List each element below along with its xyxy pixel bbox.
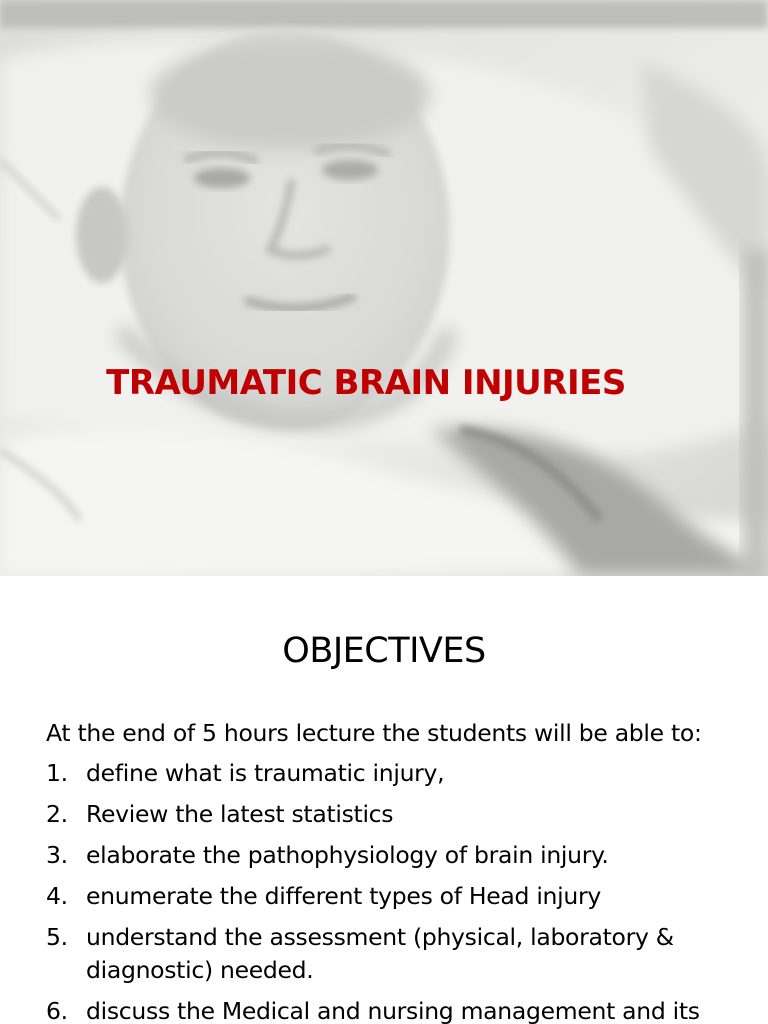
list-item-text: define what is traumatic injury, (86, 759, 445, 787)
list-number: 3. (46, 841, 68, 869)
list-item (46, 921, 736, 987)
objectives-slide (0, 576, 768, 1024)
list-item-text: discuss the Medical and nursing management and its (86, 997, 700, 1024)
list-item (46, 757, 736, 790)
objectives-list (46, 757, 736, 1024)
list-item-text: Review the latest statistics (86, 800, 394, 828)
list-number: 4. (46, 882, 68, 910)
intro-text: At the end of 5 hours lecture the students will be able to: (46, 719, 702, 747)
list-item-text: enumerate the different types of Head injury (86, 882, 601, 910)
list-item (46, 839, 736, 872)
list-item-text: elaborate the pathophysiology of brain injury. (86, 841, 609, 869)
list-number: 2. (46, 800, 68, 828)
list-number: 6. (46, 997, 68, 1024)
list-number: 1. (46, 759, 68, 787)
list-item-text: understand the assessment (physical, laboratory & diagnostic) needed. (86, 923, 674, 984)
list-number: 5. (46, 923, 68, 951)
slide-title: OBJECTIVES (282, 631, 486, 671)
slide-title: TRAUMATIC BRAIN INJURIES (106, 363, 626, 403)
list-item (46, 995, 736, 1024)
list-item (46, 880, 736, 913)
list-item (46, 798, 736, 831)
